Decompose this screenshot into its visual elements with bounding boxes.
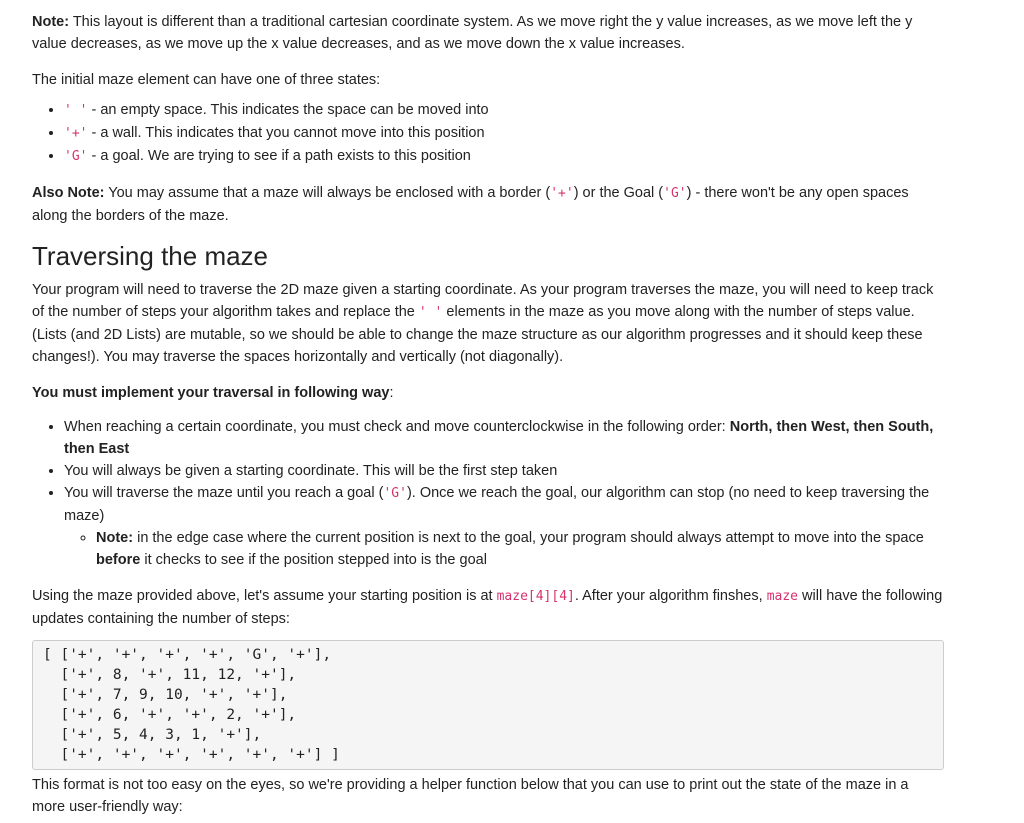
also-note-label: Also Note: (32, 185, 105, 201)
bold-text: North, then West, then South, then East (64, 419, 934, 457)
inline-code: maze (766, 589, 798, 604)
list-item-text: You will traverse the maze until you reach a goal ( (64, 485, 384, 501)
list-item-text: You will always be given a starting coordinate. This will be the first step taken (64, 463, 558, 479)
inline-code: ' ' (64, 103, 88, 118)
text-run: Using the maze provided above, let's assume your starting position is at (32, 588, 497, 604)
note-paragraph (32, 11, 944, 55)
inline-code: 'G' (64, 149, 88, 164)
list-item (64, 99, 944, 122)
text-run: will have the following updates containing the number of steps: (32, 588, 943, 627)
list-item (64, 416, 944, 460)
rules-list (32, 416, 944, 571)
also-note-paragraph (32, 182, 944, 227)
bold-text: before (96, 552, 141, 568)
list-item (96, 527, 944, 571)
list-item-text: - an empty space. This indicates the space can be moved into (87, 102, 489, 118)
text-run: ) - there won't be any open spaces along the borders of the maze. (32, 185, 909, 224)
states-list (32, 99, 944, 168)
list-item-text: in the edge case where the current position is next to the goal, your program should always attempt to move into the space (133, 530, 924, 546)
text-run: elements in the maze as you move along with the number of steps value. (Lists (and 2D Lists) are mutable, so we should be able to change the maze structure as our algorithm progresses and it should keep these changes!). You may traverse the spaces horizontally and vertically (not diagonally). (32, 304, 923, 365)
list-item (64, 122, 944, 145)
list-item (64, 460, 944, 482)
text-run: ) or the Goal ( (573, 185, 664, 201)
list-item-text: ). Once we reach the goal, our algorithm can stop (no need to keep traversing the maze) (64, 485, 930, 524)
inline-code: maze[4][4] (496, 589, 575, 604)
inline-code: '+' (64, 126, 88, 141)
text-run: : (389, 385, 394, 401)
text-run: . After your algorithm finshes, (574, 588, 767, 604)
list-item-text: it checks to see if the position stepped into is the goal (140, 552, 487, 568)
note-text: This layout is different than a traditional cartesian coordinate system. As we move right the y value increases, as we move left the y value decreases, as we move up the x value decreases, and as we move down the x value increases. (32, 14, 913, 52)
must-paragraph (32, 382, 944, 404)
sub-list (64, 527, 944, 571)
code-block[interactable]: [ ['+', '+', '+', '+', 'G', '+'], ['+', 8, '+', 11, 12, '+'], ['+', 7, 9, 10, '+', '+'], ['+', 6, '+', '+', 2, '+'], ['+', 5, 4, 3, 1, '+'], ['+', '+', '+', '+', '+', '+'] ] (32, 640, 944, 770)
list-item-text: When reaching a certain coordinate, you must check and move counterclockwise in the following order: (64, 419, 730, 435)
list-item (64, 145, 944, 168)
list-item-text: - a wall. This indicates that you cannot move into this position (87, 125, 485, 141)
inline-code: '+' (550, 186, 574, 201)
section-heading: Traversing the maze (32, 241, 269, 271)
inline-code: ' ' (418, 305, 443, 320)
must-label: You must implement your traversal in following way (32, 385, 390, 401)
inline-code: 'G' (383, 486, 407, 501)
text-run: Your program will need to traverse the 2D maze given a starting coordinate. As your program traverses the maze, you will need to keep track of the number of steps your algorithm takes and replace the (32, 282, 934, 320)
states-intro: The initial maze element can have one of three states: (32, 72, 381, 88)
list-item-text: - a goal. We are trying to see if a path exists to this position (87, 148, 471, 164)
list-item (64, 482, 944, 571)
traverse-paragraph (32, 279, 944, 368)
text-run: You may assume that a maze will always be enclosed with a border ( (104, 185, 551, 201)
inline-code: 'G' (663, 186, 687, 201)
final-paragraph: This format is not too easy on the eyes, so we're providing a helper function below that you can use to print out the state of the maze in a more user-friendly way: (32, 777, 909, 815)
using-paragraph (32, 585, 944, 630)
bold-text: Note: (96, 530, 134, 546)
note-label: Note: (32, 14, 70, 30)
